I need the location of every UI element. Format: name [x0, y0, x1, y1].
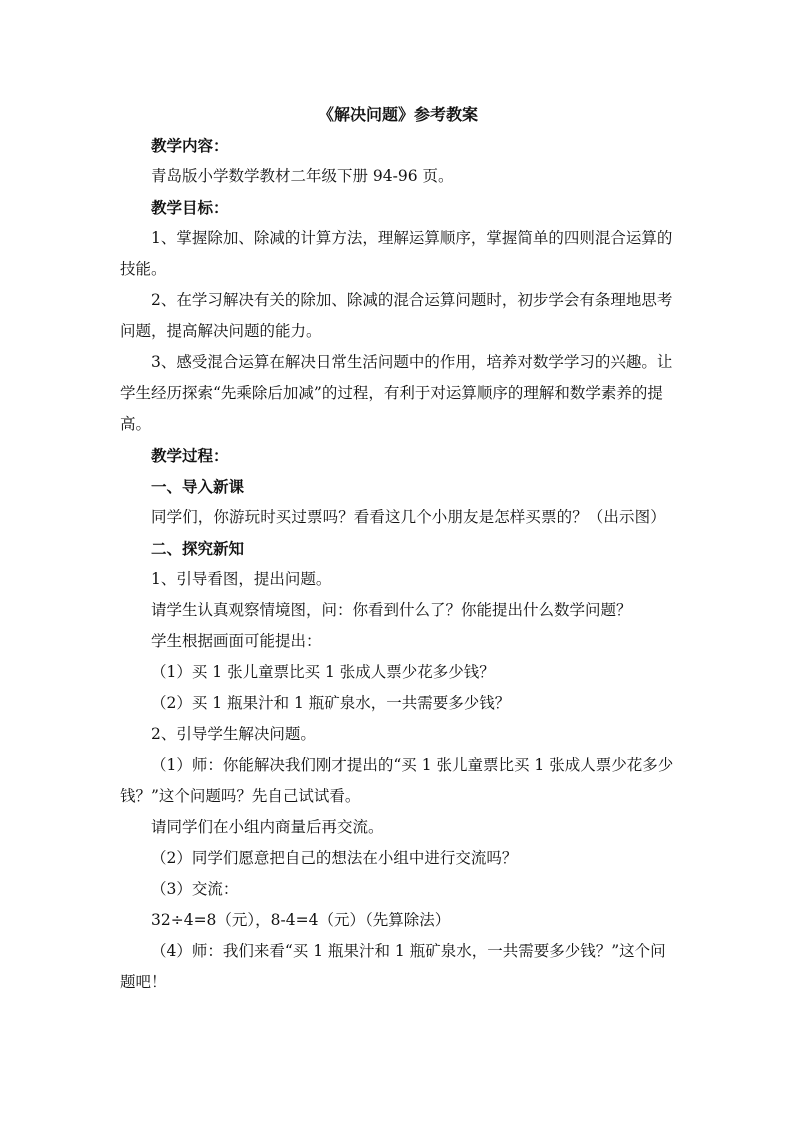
- goal-3: 3、感受混合运算在解决日常生活问题中的作用，培养对数学学习的兴趣。让学生经历探索“先乘除后加减”的过程，有利于对运算顺序的理解和数学素养的提高。: [120, 353, 673, 433]
- step1-text: 请学生认真观察情境图，问：你看到什么了？你能提出什么数学问题？: [151, 601, 632, 619]
- solution-4: （4）师：我们来看“买 1 瓶果汁和 1 瓶矿泉水，一共需要多少钱？”这个问题吧！: [120, 942, 666, 991]
- document-title: 《解决问题》参考教案: [317, 105, 478, 124]
- goal-1: 1、掌握除加、除减的计算方法，理解运算顺序，掌握简单的四则混合运算的技能。: [120, 229, 673, 278]
- solution-1b: 请同学们在小组内商量后再交流。: [151, 818, 384, 836]
- step2: 2、引导学生解决问题。: [151, 725, 316, 743]
- calculation: 32÷4=8（元），8-4=4（元）（先算除法）: [151, 911, 451, 929]
- step1-text2: 学生根据画面可能提出：: [151, 632, 322, 650]
- part2-heading: 二、探究新知: [151, 539, 245, 558]
- goal-2: 2、在学习解决有关的除加、除减的混合运算问题时，初步学会有条理地思考问题，提高解决问题的能力。: [120, 291, 673, 340]
- solution-1: （1）师：你能解决我们刚才提出的“买 1 张儿童票比买 1 张成人票少花多少钱？”这个问题吗？先自己试试看。: [120, 756, 674, 805]
- solution-3: （3）交流：: [151, 880, 239, 898]
- solution-2: （2）同学们愿意把自己的想法在小组中进行交流吗？: [151, 849, 518, 867]
- document-body: [120, 99, 676, 998]
- step1: 1、引导看图，提出问题。: [151, 570, 332, 588]
- content-text: 青岛版小学数学教材二年级下册 94-96 页。: [151, 167, 454, 185]
- part1-text: 同学们，你游玩时买过票吗？看看这几个小朋友是怎样买票的？（出示图）: [151, 508, 666, 526]
- question-1: （1）买 1 张儿童票比买 1 张成人票少花多少钱？: [151, 663, 495, 681]
- content-heading: 教学内容：: [151, 136, 229, 155]
- goals-heading: 教学目标：: [151, 198, 229, 217]
- part1-heading: 一、导入新课: [151, 477, 245, 496]
- process-heading: 教学过程：: [151, 446, 229, 465]
- question-2: （2）买 1 瓶果汁和 1 瓶矿泉水，一共需要多少钱？: [151, 694, 511, 712]
